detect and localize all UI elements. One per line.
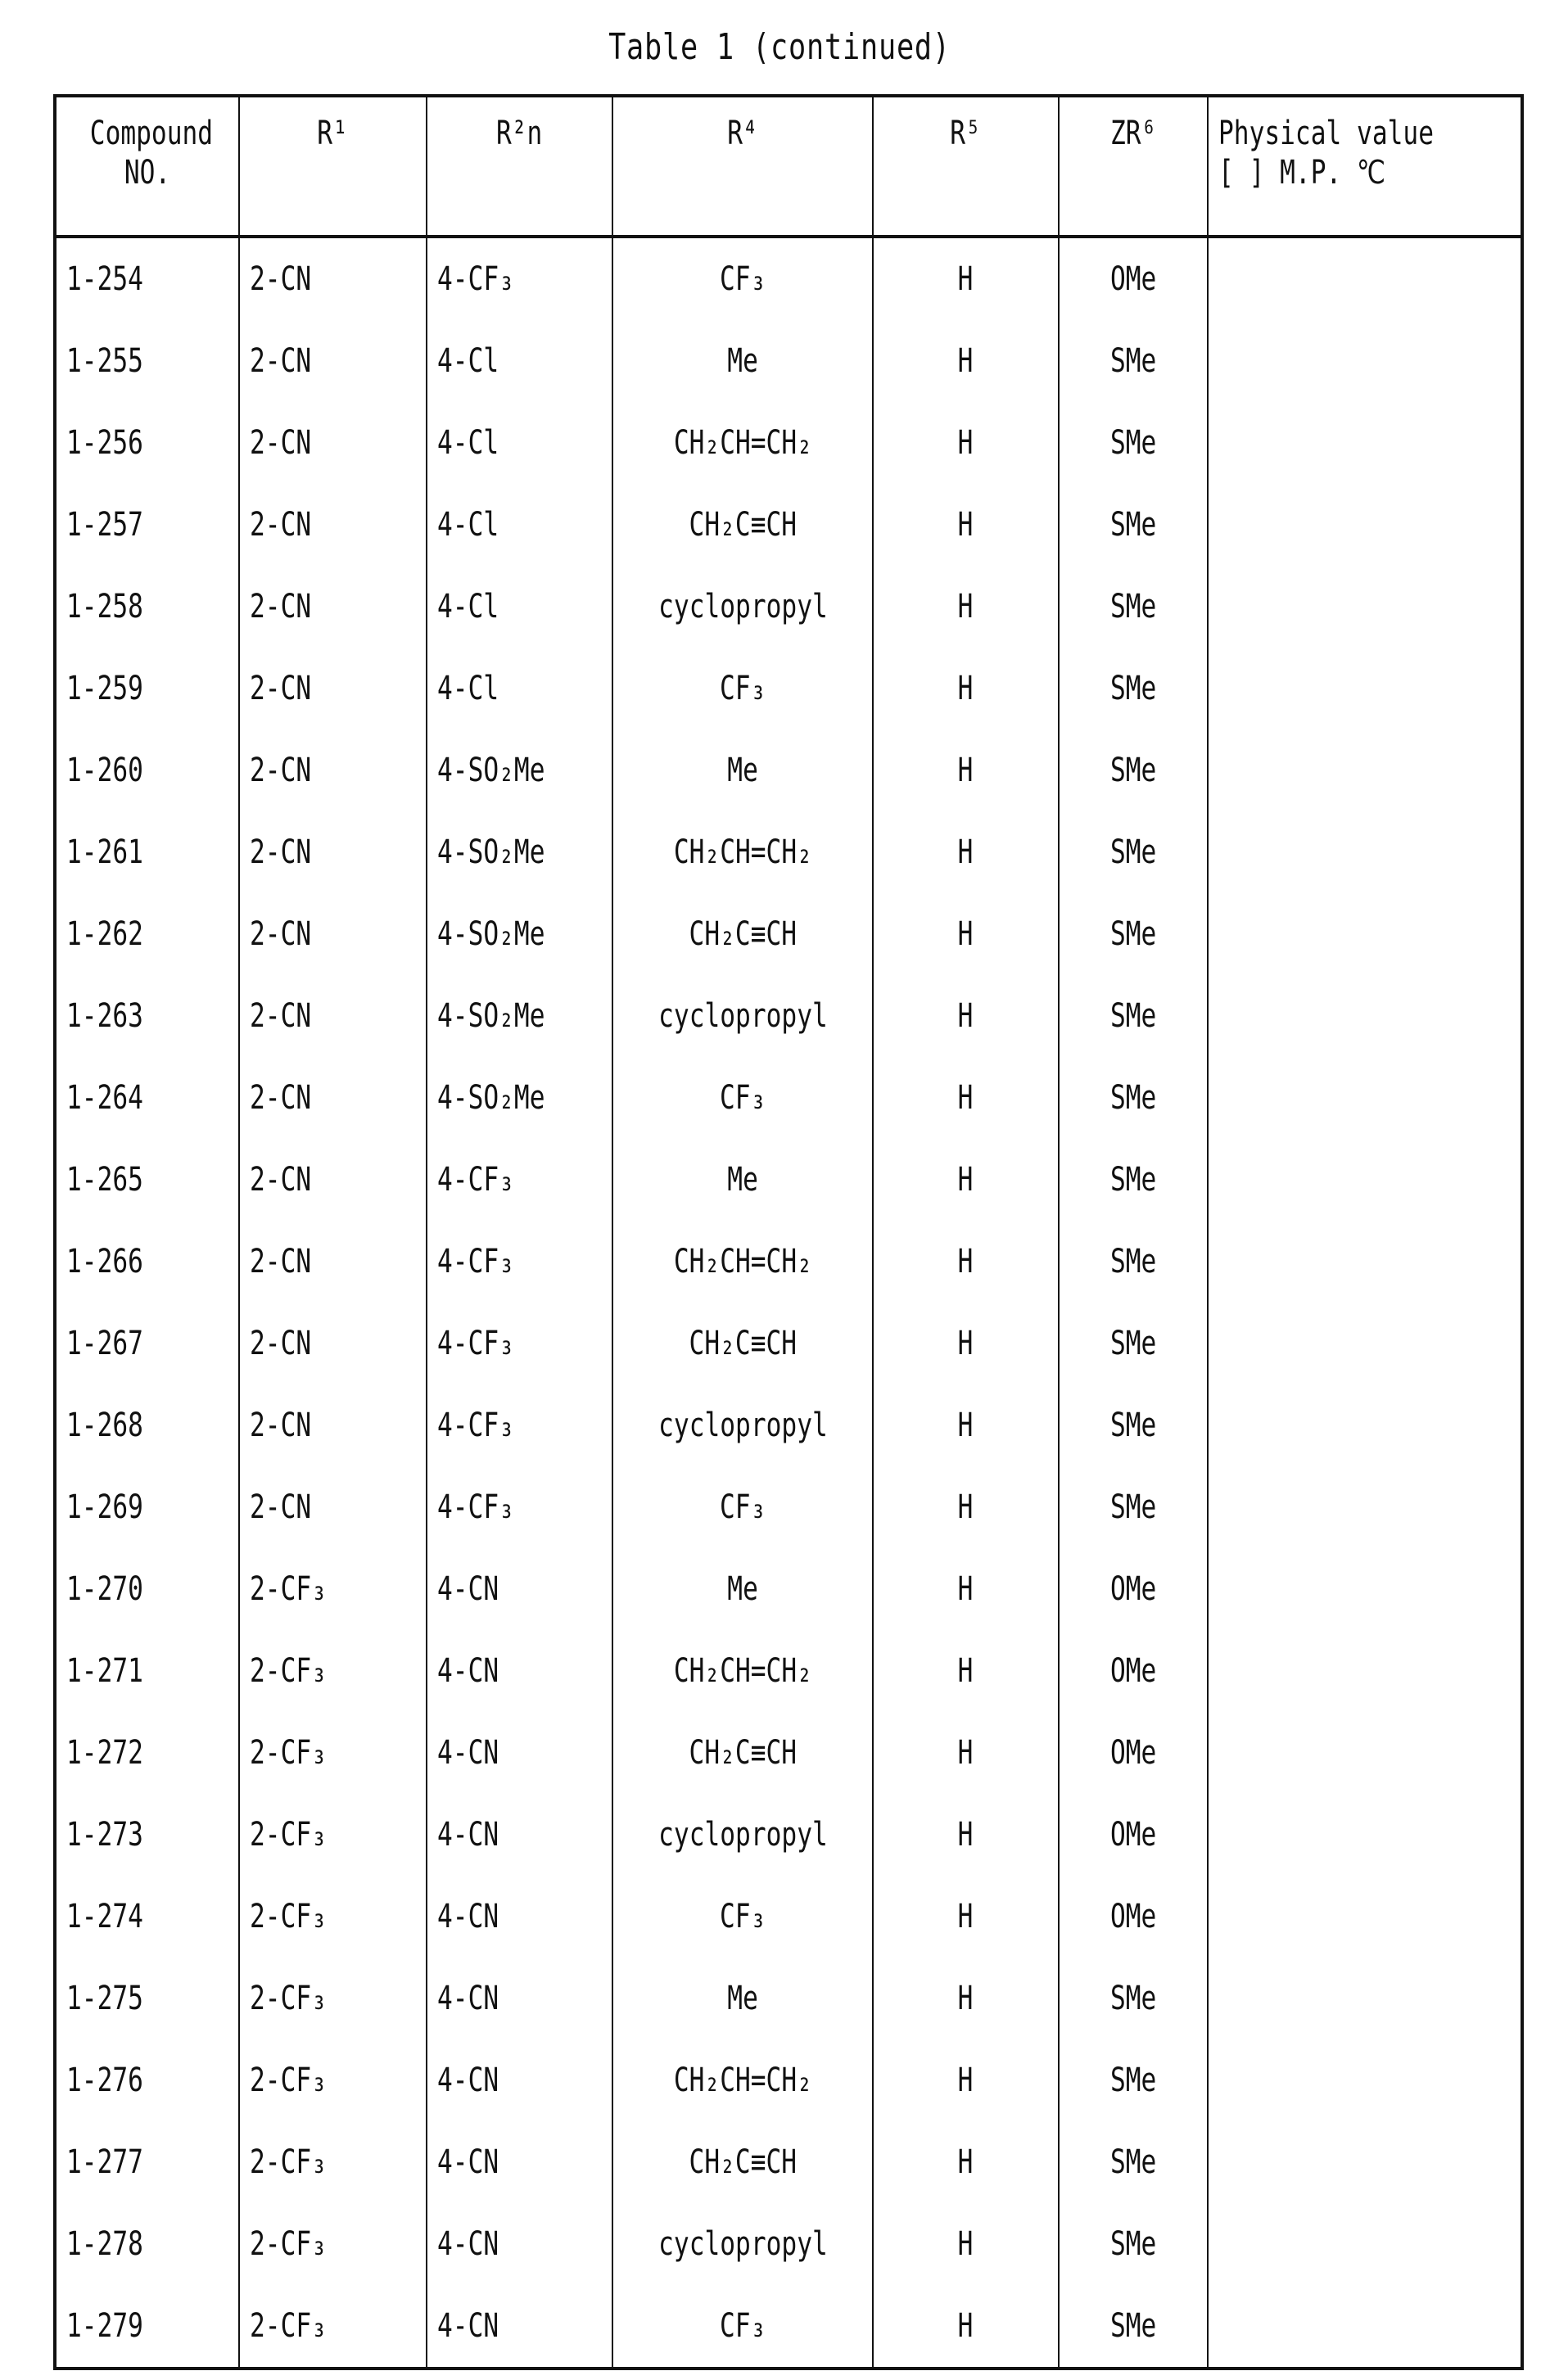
cell-r1: 2-CF₃ bbox=[239, 1876, 427, 1958]
cell-physical-value bbox=[1208, 893, 1522, 975]
cell-r5: H bbox=[873, 1876, 1059, 1958]
cell-r4: CH₂CH=CH₂ bbox=[612, 2039, 873, 2121]
cell-r2n: 4-Cl bbox=[427, 402, 612, 484]
cell-r1: 2-CN bbox=[239, 402, 427, 484]
cell-r2n: 4-CF₃ bbox=[427, 1221, 612, 1303]
cell-r2n: 4-CF₃ bbox=[427, 1466, 612, 1548]
cell-zr6: SMe bbox=[1059, 1057, 1208, 1139]
cell-r1: 2-CN bbox=[239, 648, 427, 729]
cell-r4: cyclopropyl bbox=[612, 1794, 873, 1876]
cell-compound-no: 1-276 bbox=[55, 2039, 239, 2121]
cell-physical-value bbox=[1208, 1384, 1522, 1466]
cell-r5: H bbox=[873, 566, 1059, 648]
cell-r1: 2-CF₃ bbox=[239, 1548, 427, 1630]
cell-r5: H bbox=[873, 484, 1059, 566]
cell-physical-value bbox=[1208, 1794, 1522, 1876]
cell-r5: H bbox=[873, 1139, 1059, 1221]
cell-r5: H bbox=[873, 1303, 1059, 1384]
cell-compound-no: 1-271 bbox=[55, 1630, 239, 1712]
cell-r4: CH₂CH=CH₂ bbox=[612, 1630, 873, 1712]
cell-zr6: SMe bbox=[1059, 1221, 1208, 1303]
cell-r2n: 4-SO₂Me bbox=[427, 811, 612, 893]
cell-zr6: SMe bbox=[1059, 1466, 1208, 1548]
cell-r5: H bbox=[873, 237, 1059, 320]
cell-physical-value bbox=[1208, 1712, 1522, 1794]
table-row bbox=[55, 237, 1522, 320]
cell-r5: H bbox=[873, 1630, 1059, 1712]
cell-physical-value bbox=[1208, 729, 1522, 811]
cell-r2n: 4-CF₃ bbox=[427, 1384, 612, 1466]
cell-zr6: OMe bbox=[1059, 1876, 1208, 1958]
cell-r4: CH₂CH=CH₂ bbox=[612, 811, 873, 893]
cell-r4: CF₃ bbox=[612, 2285, 873, 2369]
cell-r1: 2-CF₃ bbox=[239, 2203, 427, 2285]
cell-r2n: 4-CN bbox=[427, 2203, 612, 2285]
cell-zr6: OMe bbox=[1059, 1794, 1208, 1876]
cell-r1: 2-CF₃ bbox=[239, 1958, 427, 2039]
cell-physical-value bbox=[1208, 1466, 1522, 1548]
cell-r1: 2-CF₃ bbox=[239, 2285, 427, 2369]
cell-compound-no: 1-255 bbox=[55, 320, 239, 402]
cell-physical-value bbox=[1208, 1958, 1522, 2039]
cell-zr6: OMe bbox=[1059, 1712, 1208, 1794]
cell-compound-no: 1-257 bbox=[55, 484, 239, 566]
cell-zr6: SMe bbox=[1059, 566, 1208, 648]
cell-r5: H bbox=[873, 2285, 1059, 2369]
cell-zr6: SMe bbox=[1059, 484, 1208, 566]
table-row bbox=[55, 2121, 1522, 2203]
cell-r1: 2-CN bbox=[239, 811, 427, 893]
cell-zr6: SMe bbox=[1059, 320, 1208, 402]
cell-compound-no: 1-260 bbox=[55, 729, 239, 811]
cell-r2n: 4-CF₃ bbox=[427, 1303, 612, 1384]
cell-r4: Me bbox=[612, 729, 873, 811]
cell-physical-value bbox=[1208, 2285, 1522, 2369]
cell-r5: H bbox=[873, 1548, 1059, 1630]
table-title: Table 1 (continued) bbox=[156, 26, 1403, 68]
cell-compound-no: 1-274 bbox=[55, 1876, 239, 1958]
cell-physical-value bbox=[1208, 484, 1522, 566]
cell-r1: 2-CF₃ bbox=[239, 1794, 427, 1876]
cell-zr6: OMe bbox=[1059, 1548, 1208, 1630]
cell-zr6: SMe bbox=[1059, 402, 1208, 484]
cell-compound-no: 1-254 bbox=[55, 237, 239, 320]
cell-compound-no: 1-270 bbox=[55, 1548, 239, 1630]
table-row bbox=[55, 729, 1522, 811]
cell-r2n: 4-CN bbox=[427, 1630, 612, 1712]
cell-physical-value bbox=[1208, 1630, 1522, 1712]
header-r5: R⁵ bbox=[873, 96, 1059, 237]
cell-r4: CH₂C≡CH bbox=[612, 1712, 873, 1794]
cell-r5: H bbox=[873, 1384, 1059, 1466]
cell-r5: H bbox=[873, 1958, 1059, 2039]
cell-physical-value bbox=[1208, 1303, 1522, 1384]
cell-compound-no: 1-256 bbox=[55, 402, 239, 484]
cell-zr6: SMe bbox=[1059, 648, 1208, 729]
cell-r1: 2-CN bbox=[239, 1139, 427, 1221]
cell-r1: 2-CN bbox=[239, 566, 427, 648]
cell-compound-no: 1-263 bbox=[55, 975, 239, 1057]
cell-physical-value bbox=[1208, 975, 1522, 1057]
cell-r5: H bbox=[873, 975, 1059, 1057]
cell-r2n: 4-CN bbox=[427, 1548, 612, 1630]
cell-r4: CF₃ bbox=[612, 237, 873, 320]
cell-r1: 2-CF₃ bbox=[239, 2039, 427, 2121]
table-row bbox=[55, 811, 1522, 893]
cell-r2n: 4-Cl bbox=[427, 484, 612, 566]
cell-r4: cyclopropyl bbox=[612, 975, 873, 1057]
cell-r2n: 4-Cl bbox=[427, 566, 612, 648]
table-row bbox=[55, 484, 1522, 566]
cell-physical-value bbox=[1208, 1139, 1522, 1221]
cell-r2n: 4-Cl bbox=[427, 648, 612, 729]
table-row bbox=[55, 1384, 1522, 1466]
cell-zr6: SMe bbox=[1059, 893, 1208, 975]
table-row bbox=[55, 566, 1522, 648]
table-row bbox=[55, 893, 1522, 975]
cell-r4: CH₂C≡CH bbox=[612, 1303, 873, 1384]
cell-r4: cyclopropyl bbox=[612, 566, 873, 648]
table-row bbox=[55, 2203, 1522, 2285]
cell-r4: CH₂C≡CH bbox=[612, 484, 873, 566]
cell-r4: Me bbox=[612, 1548, 873, 1630]
cell-zr6: SMe bbox=[1059, 2121, 1208, 2203]
table-row bbox=[55, 1057, 1522, 1139]
cell-r4: CH₂CH=CH₂ bbox=[612, 402, 873, 484]
cell-r5: H bbox=[873, 2121, 1059, 2203]
table-row bbox=[55, 402, 1522, 484]
cell-zr6: SMe bbox=[1059, 1303, 1208, 1384]
header-physical-value: Physical value [ ] M.P. ℃ bbox=[1208, 96, 1522, 237]
cell-physical-value bbox=[1208, 320, 1522, 402]
table-row bbox=[55, 975, 1522, 1057]
cell-r2n: 4-SO₂Me bbox=[427, 893, 612, 975]
cell-r1: 2-CN bbox=[239, 1057, 427, 1139]
header-r4: R⁴ bbox=[612, 96, 873, 237]
cell-compound-no: 1-265 bbox=[55, 1139, 239, 1221]
table-row bbox=[55, 1794, 1522, 1876]
cell-r4: cyclopropyl bbox=[612, 1384, 873, 1466]
cell-compound-no: 1-275 bbox=[55, 1958, 239, 2039]
cell-compound-no: 1-269 bbox=[55, 1466, 239, 1548]
cell-r4: CF₃ bbox=[612, 1466, 873, 1548]
cell-compound-no: 1-268 bbox=[55, 1384, 239, 1466]
cell-r5: H bbox=[873, 729, 1059, 811]
cell-zr6: SMe bbox=[1059, 1384, 1208, 1466]
table-row bbox=[55, 1466, 1522, 1548]
cell-r2n: 4-SO₂Me bbox=[427, 975, 612, 1057]
cell-r5: H bbox=[873, 1466, 1059, 1548]
cell-r2n: 4-CF₃ bbox=[427, 1139, 612, 1221]
cell-r1: 2-CN bbox=[239, 1221, 427, 1303]
cell-physical-value bbox=[1208, 1548, 1522, 1630]
cell-physical-value bbox=[1208, 2039, 1522, 2121]
table-row bbox=[55, 1712, 1522, 1794]
cell-physical-value bbox=[1208, 2203, 1522, 2285]
cell-compound-no: 1-264 bbox=[55, 1057, 239, 1139]
cell-r5: H bbox=[873, 1794, 1059, 1876]
cell-r5: H bbox=[873, 648, 1059, 729]
cell-r4: Me bbox=[612, 1139, 873, 1221]
cell-physical-value bbox=[1208, 648, 1522, 729]
cell-physical-value bbox=[1208, 237, 1522, 320]
cell-r5: H bbox=[873, 320, 1059, 402]
cell-r2n: 4-CN bbox=[427, 1794, 612, 1876]
cell-zr6: SMe bbox=[1059, 729, 1208, 811]
header-compound-no: Compound NO. bbox=[55, 96, 239, 237]
cell-r2n: 4-CN bbox=[427, 2039, 612, 2121]
cell-r5: H bbox=[873, 2203, 1059, 2285]
cell-physical-value bbox=[1208, 2121, 1522, 2203]
cell-r1: 2-CN bbox=[239, 1384, 427, 1466]
cell-r5: H bbox=[873, 1221, 1059, 1303]
cell-zr6: SMe bbox=[1059, 2039, 1208, 2121]
cell-r4: cyclopropyl bbox=[612, 2203, 873, 2285]
cell-r1: 2-CN bbox=[239, 729, 427, 811]
cell-physical-value bbox=[1208, 1221, 1522, 1303]
cell-r4: Me bbox=[612, 320, 873, 402]
compound-table bbox=[53, 94, 1524, 2370]
cell-r2n: 4-SO₂Me bbox=[427, 729, 612, 811]
cell-r2n: 4-CF₃ bbox=[427, 237, 612, 320]
cell-compound-no: 1-272 bbox=[55, 1712, 239, 1794]
cell-compound-no: 1-279 bbox=[55, 2285, 239, 2369]
cell-zr6: SMe bbox=[1059, 1958, 1208, 2039]
cell-r5: H bbox=[873, 1712, 1059, 1794]
cell-r1: 2-CN bbox=[239, 237, 427, 320]
table-row bbox=[55, 1303, 1522, 1384]
cell-zr6: OMe bbox=[1059, 1630, 1208, 1712]
cell-r5: H bbox=[873, 811, 1059, 893]
cell-r2n: 4-CN bbox=[427, 1712, 612, 1794]
cell-r4: CF₃ bbox=[612, 1876, 873, 1958]
cell-compound-no: 1-261 bbox=[55, 811, 239, 893]
cell-r2n: 4-CN bbox=[427, 1876, 612, 1958]
cell-r1: 2-CF₃ bbox=[239, 2121, 427, 2203]
header-zr6: ZR⁶ bbox=[1059, 96, 1208, 237]
cell-compound-no: 1-273 bbox=[55, 1794, 239, 1876]
table-row bbox=[55, 1876, 1522, 1958]
cell-zr6: OMe bbox=[1059, 237, 1208, 320]
cell-physical-value bbox=[1208, 566, 1522, 648]
cell-r4: CH₂C≡CH bbox=[612, 2121, 873, 2203]
table-row bbox=[55, 1958, 1522, 2039]
cell-compound-no: 1-278 bbox=[55, 2203, 239, 2285]
cell-physical-value bbox=[1208, 1057, 1522, 1139]
cell-r2n: 4-SO₂Me bbox=[427, 1057, 612, 1139]
cell-physical-value bbox=[1208, 402, 1522, 484]
cell-r2n: 4-Cl bbox=[427, 320, 612, 402]
cell-compound-no: 1-259 bbox=[55, 648, 239, 729]
cell-r5: H bbox=[873, 402, 1059, 484]
cell-zr6: SMe bbox=[1059, 1139, 1208, 1221]
table-row bbox=[55, 1548, 1522, 1630]
cell-compound-no: 1-262 bbox=[55, 893, 239, 975]
header-row bbox=[55, 96, 1522, 237]
cell-r5: H bbox=[873, 1057, 1059, 1139]
cell-physical-value bbox=[1208, 1876, 1522, 1958]
table-row bbox=[55, 1221, 1522, 1303]
cell-r4: CF₃ bbox=[612, 648, 873, 729]
table-row bbox=[55, 320, 1522, 402]
cell-r1: 2-CN bbox=[239, 320, 427, 402]
cell-r1: 2-CF₃ bbox=[239, 1712, 427, 1794]
cell-r1: 2-CN bbox=[239, 1466, 427, 1548]
header-r2n: R²n bbox=[427, 96, 612, 237]
table-row bbox=[55, 1630, 1522, 1712]
cell-zr6: SMe bbox=[1059, 2285, 1208, 2369]
table-row bbox=[55, 2285, 1522, 2369]
cell-r1: 2-CN bbox=[239, 975, 427, 1057]
cell-physical-value bbox=[1208, 811, 1522, 893]
cell-r2n: 4-CN bbox=[427, 2285, 612, 2369]
cell-zr6: SMe bbox=[1059, 2203, 1208, 2285]
cell-r1: 2-CN bbox=[239, 893, 427, 975]
cell-compound-no: 1-277 bbox=[55, 2121, 239, 2203]
cell-r1: 2-CN bbox=[239, 1303, 427, 1384]
table-row bbox=[55, 2039, 1522, 2121]
cell-r4: CF₃ bbox=[612, 1057, 873, 1139]
cell-compound-no: 1-266 bbox=[55, 1221, 239, 1303]
cell-zr6: SMe bbox=[1059, 811, 1208, 893]
cell-r2n: 4-CN bbox=[427, 2121, 612, 2203]
cell-r4: CH₂CH=CH₂ bbox=[612, 1221, 873, 1303]
cell-r2n: 4-CN bbox=[427, 1958, 612, 2039]
cell-compound-no: 1-258 bbox=[55, 566, 239, 648]
cell-r1: 2-CF₃ bbox=[239, 1630, 427, 1712]
cell-r5: H bbox=[873, 893, 1059, 975]
table-row bbox=[55, 648, 1522, 729]
cell-r5: H bbox=[873, 2039, 1059, 2121]
cell-r4: CH₂C≡CH bbox=[612, 893, 873, 975]
header-r1: R¹ bbox=[239, 96, 427, 237]
cell-r4: Me bbox=[612, 1958, 873, 2039]
table-row bbox=[55, 1139, 1522, 1221]
cell-r1: 2-CN bbox=[239, 484, 427, 566]
cell-zr6: SMe bbox=[1059, 975, 1208, 1057]
cell-compound-no: 1-267 bbox=[55, 1303, 239, 1384]
